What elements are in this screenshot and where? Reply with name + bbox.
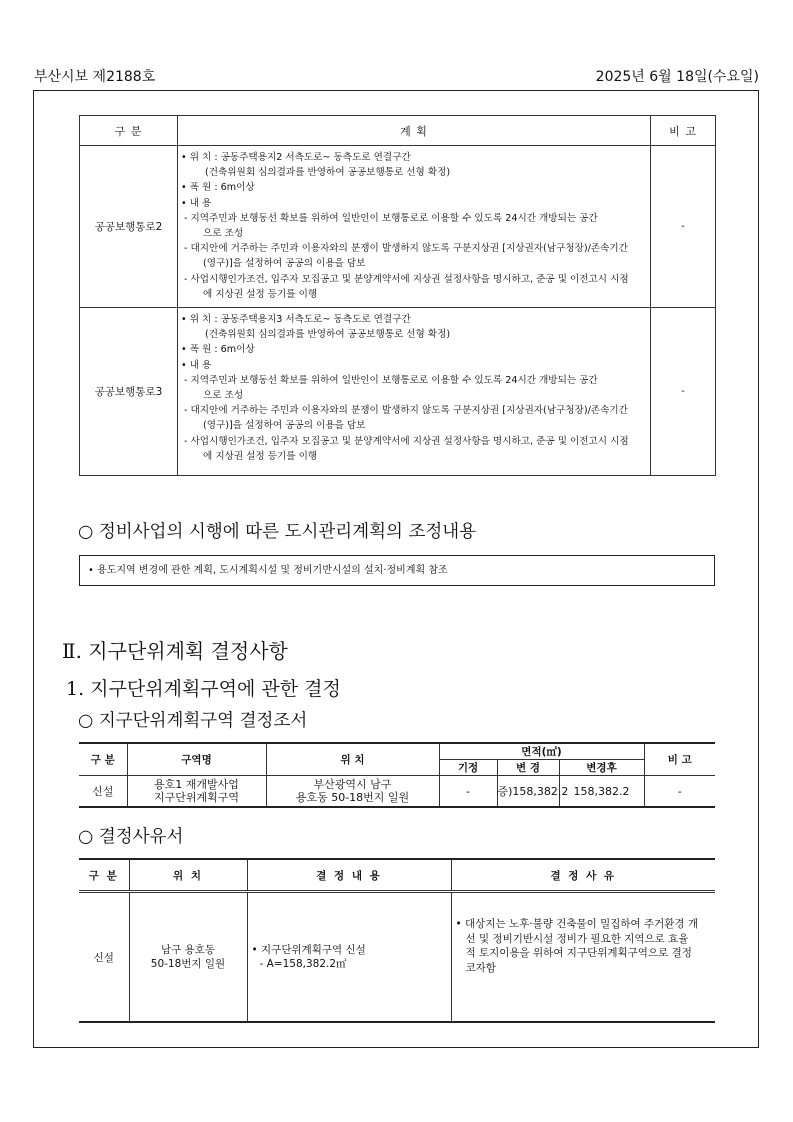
location-note: (건축위원회 심의결과를 반영하여 공공보행통로 선형 확정) <box>205 329 451 341</box>
item-1: - 지역주민과 보행동선 확보를 위하여 일반인이 보행통로로 이용할 수 있도록 24시간 개방되는 공간 <box>184 374 598 386</box>
location-note: (건축위원회 심의결과를 반영하여 공공보행통로 선형 확정) <box>205 167 451 179</box>
adjust-note-box <box>79 555 715 586</box>
reason-text <box>451 892 715 1023</box>
row-remark: - <box>651 146 716 308</box>
item-3: - 사업시행인가조건, 입주자 모집공고 및 분양계약서에 지상권 설정사항을 명시하고, 준공 및 이전고시 시점 <box>184 273 629 285</box>
area-h-type: 구 분 <box>79 743 127 776</box>
row-remark: - <box>651 308 716 476</box>
reason-h-content: 결 정 내 용 <box>247 859 451 892</box>
area-prev: - <box>439 776 497 808</box>
area-name-1: 용호1 재개발사업 <box>154 778 239 791</box>
item-1-cont: 으로 조성 <box>203 228 244 240</box>
reason-content <box>247 892 451 1023</box>
item-2: - 대지안에 거주하는 주민과 이용자와의 분쟁이 발생하지 않도록 구분지상권 [지상권자(남구청장)/존속기간 <box>184 405 628 417</box>
reason-header-row <box>79 859 715 892</box>
row-plan <box>178 146 651 308</box>
area-h-area: 면적(㎡) <box>439 743 644 760</box>
area-h-prev: 기정 <box>439 760 497 776</box>
table-row <box>80 308 716 476</box>
reason-content-1: • 지구단위계획구역 신설 <box>251 944 366 956</box>
area-name-2: 지구단위계획구역 <box>153 791 239 804</box>
area-remark: - <box>644 776 715 808</box>
width-line: • 폭 원 : 6m이상 <box>181 182 255 194</box>
reason-h-reason: 결 정 사 유 <box>451 859 715 892</box>
col-type: 구 분 <box>80 116 178 146</box>
item-2: - 대지안에 거주하는 주민과 이용자와의 분쟁이 발생하지 않도록 구분지상권 [지상권자(남구청장)/존속기간 <box>184 243 628 255</box>
section-ii-sub1: 1. 지구단위계획구역에 관한 결정 <box>66 678 341 700</box>
plan-table <box>79 115 716 476</box>
reason-line-3: 적 토지이용을 위하여 지구단위계획구역으로 결정 <box>465 947 692 959</box>
area-h-remark: 비 고 <box>644 743 715 776</box>
table-row <box>80 146 716 308</box>
location-line: • 위 치 : 공동주택용지3 서측도로~ 동측도로 연결구간 <box>181 314 411 325</box>
reason-loc <box>129 892 247 1023</box>
area-loc <box>266 776 439 808</box>
content-label: • 내 용 <box>181 359 212 371</box>
width-line: • 폭 원 : 6m이상 <box>181 344 255 356</box>
adjust-section-title: ○ 정비사업의 시행에 따른 도시관리계획의 조정내용 <box>78 522 477 542</box>
item-1-cont: 으로 조성 <box>203 390 244 402</box>
col-remark: 비 고 <box>651 116 716 146</box>
reason-table <box>79 858 715 1023</box>
item-2-cont: (영구)]을 설정하여 공공의 이용을 담보 <box>203 258 366 270</box>
item-2-cont: (영구)]을 설정하여 공공의 이용을 담보 <box>203 420 366 432</box>
reason-line-1: • 대상지는 노후·불량 건축물이 밀집하여 주거환경 개 <box>455 918 699 930</box>
area-header-row <box>79 743 715 760</box>
item-3-cont: 에 지상권 설정 등기를 이행 <box>203 450 318 462</box>
area-after: 158,382.2 <box>559 776 644 808</box>
area-table <box>79 742 715 808</box>
section-ii-title: Ⅱ. 지구단위계획 결정사항 <box>62 639 288 663</box>
publication-date: 2025년 6월 18일(수요일) <box>595 69 759 85</box>
section-ii-sub1-1: ○ 지구단위계획구역 결정조서 <box>78 711 308 731</box>
adjust-note: • 용도지역 변경에 관한 계획, 도시계획시설 및 정비기반시설의 설치·정비계획 참조 <box>88 565 448 576</box>
reason-type: 신설 <box>79 892 129 1023</box>
row-name: 공공보행통로2 <box>80 146 178 308</box>
reason-h-loc: 위 치 <box>129 859 247 892</box>
item-3: - 사업시행인가조건, 입주자 모집공고 및 분양계약서에 지상권 설정사항을 명시하고, 준공 및 이전고시 시점 <box>184 435 629 447</box>
row-plan <box>178 308 651 476</box>
reason-content-2: - A=158,382.2㎡ <box>259 958 347 970</box>
area-type: 신설 <box>79 776 127 808</box>
reason-loc-1: 남구 용호동 <box>160 944 216 956</box>
area-h-after: 변경후 <box>559 760 644 776</box>
table-row <box>79 892 715 1023</box>
row-name: 공공보행통로3 <box>80 308 178 476</box>
table-row <box>79 776 715 808</box>
area-change: 증)158,382.2 <box>497 776 559 808</box>
content-label: • 내 용 <box>181 197 212 209</box>
area-h-loc: 위 치 <box>266 743 439 776</box>
item-1: - 지역주민과 보행동선 확보를 위하여 일반인이 보행통로로 이용할 수 있도록 24시간 개방되는 공간 <box>184 212 598 224</box>
reason-line-4: 코자함 <box>465 961 496 974</box>
area-loc-2: 용호동 50-18번지 일원 <box>295 791 410 804</box>
reason-line-2: 선 및 정비기반시설 정비가 필요한 지역으로 효율 <box>465 932 689 945</box>
area-h-name: 구역명 <box>127 743 266 776</box>
publication-title: 부산시보 제2188호 <box>34 69 156 85</box>
area-name <box>127 776 266 808</box>
item-3-cont: 에 지상권 설정 등기를 이행 <box>203 288 318 300</box>
reason-h-type: 구 분 <box>79 859 129 892</box>
area-loc-1: 부산광역시 남구 <box>313 778 392 791</box>
location-line: • 위 치 : 공동주택용지2 서측도로~ 동측도로 연결구간 <box>181 152 411 163</box>
reason-loc-2: 50-18번지 일원 <box>150 958 226 970</box>
plan-table-header <box>80 116 716 146</box>
col-plan: 계 획 <box>178 116 651 146</box>
area-h-change: 변 경 <box>497 760 559 776</box>
reason-section-title: ○ 결정사유서 <box>78 827 184 847</box>
